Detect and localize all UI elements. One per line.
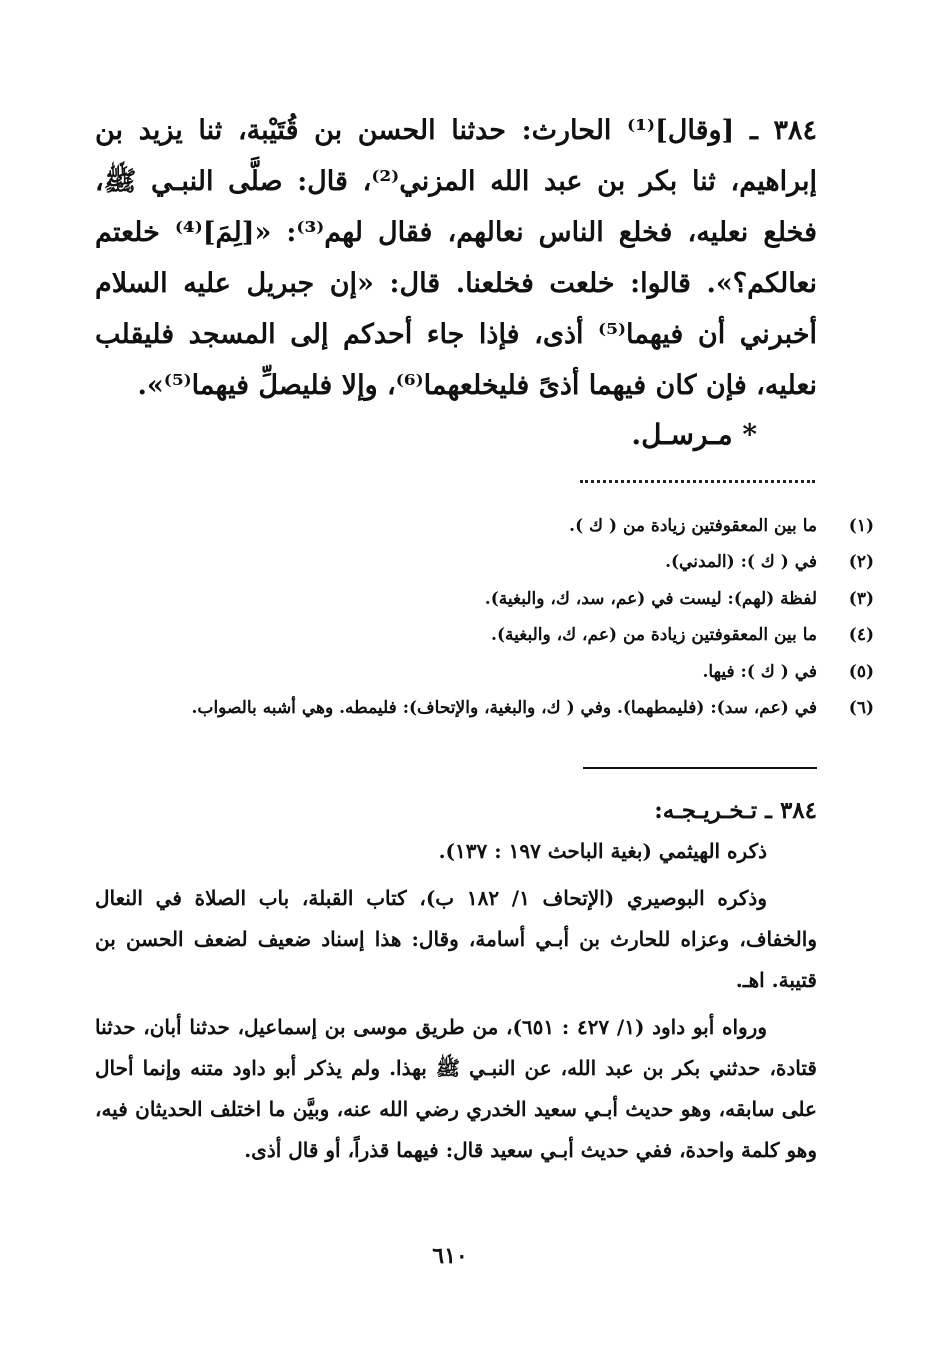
footnote-text: ما بين المعقوفتين زيادة من (عم، ك، والبغية). (491, 625, 817, 646)
footnote-number: (٣) (848, 588, 874, 609)
footnote-number: (٥) (848, 661, 874, 682)
footnote-number: (٤) (848, 625, 874, 646)
hadith-paragraph: ٣٨٤ ـ [وقال]⁽¹⁾ الحارث: حدثنا الحسن بن قُتَيْبة، ثنا يزيد بن إبراهيم، ثنا بكر بن عبد الله المزني⁽²⁾، قال: صلَّى النبـي ﷺ، فخلع نعليه، فخلع الناس نعالهم، فقال لهم⁽³⁾: «[لِمَ]⁽⁴⁾ خلعتم نعالكم؟». قالوا: خلعت فخلعنا. قال: «إن جبريل عليه السلام أخبرني أن فيهما⁽⁵⁾ أذى، فإذا جاء أحدكم إلى المسجد فليقلب نعليه، فإن كان فيهما أذىً فليخلعهما⁽⁶⁾، وإلا فليصلِّ فيهما⁽⁵⁾». (95, 115, 818, 401)
footnote-3 (97, 581, 874, 617)
footnote-6 (97, 690, 874, 726)
footnote-text: ما بين المعقوفتين زيادة من ( ك ). (569, 516, 817, 536)
footnote-text: في ( ك ): (المدني). (665, 552, 817, 573)
footnote-4 (97, 617, 874, 653)
hadith-text (95, 105, 817, 411)
footnotes (97, 508, 874, 726)
footnote-number: (٢) (848, 552, 874, 573)
takhrij-paragraph-3: ورواه أبو داود (١/ ٤٢٧ : ٦٥١)، من طريق موسى بن إسماعيل، حدثنا أبان، حدثنا قتادة، حدثني بكر بن عبد الله، عن النبـي ﷺ بهذا. ولم يذكر أبو داود متنه وإنما أحال على سابقه، وهو حديث أبـي سعيد الخدري رضي الله عنه، وبيَّن ما اختلف الحديثان فيه، وهو كلمة واحدة، ففي حديث أبـي سعيد قال: فيهما قذراً، أو قال أذى. (95, 1015, 817, 1162)
takhrij-paragraph-2: وذكره البوصيري (الإتحاف ١/ ١٨٢ ب)، كتاب القبلة، باب الصلاة في النعال والخفاف، وعزاه للحارث بن أبـي أسامة، وقال: هذا إسناد ضعيف لضعف الحسن بن قتيبة. اهـ. (95, 886, 817, 992)
footnote-text: في (عم، سد): (فليمطهما). وفي ( ك، والبغية، والإتحاف): فليمطه. وهي أشبه بالصواب. (191, 698, 817, 719)
footnote-5 (97, 654, 874, 690)
footnote-number: (٦) (848, 698, 874, 719)
takhrij-section (95, 790, 817, 1171)
footnote-text: في ( ك ): فيها. (702, 661, 817, 682)
footnote-number: (١) (848, 516, 874, 536)
footnote-2 (97, 544, 874, 580)
takhrij-separator-rule (583, 767, 817, 769)
page-number: ٦١٠ (432, 1243, 468, 1269)
hadith-grade: * مـرسـل. (631, 418, 757, 451)
takhrij-heading: ٣٨٤ ـ تـخـريـجـه: (654, 797, 817, 824)
takhrij-paragraph-1: ذكره الهيثمي (بغية الباحث ١٩٧ : ١٣٧). (438, 839, 767, 863)
footnote-1 (97, 508, 874, 544)
footnote-text: لفظة (لهم): ليست في (عم، سد، ك، والبغية). (484, 588, 817, 609)
footnote-dotted-separator (580, 480, 815, 483)
